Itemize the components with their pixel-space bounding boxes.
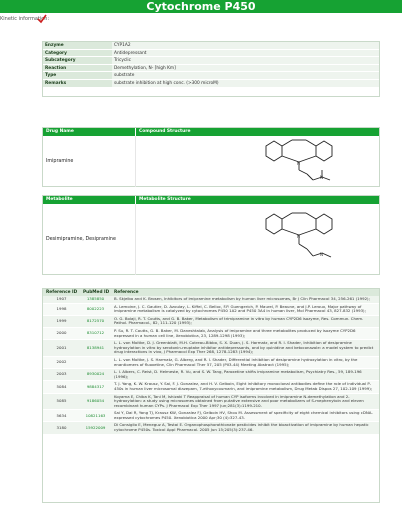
info-value: CYP1A2	[112, 42, 379, 49]
checkmark-icon	[37, 14, 47, 24]
pubmed-link[interactable]: 8138941	[86, 344, 105, 350]
pubmed-id-header: PubMed ID	[83, 290, 110, 295]
pubmed-link[interactable]: 15922009	[85, 424, 106, 430]
reference-row	[43, 381, 379, 393]
metabolite-name-header: Metabolite	[43, 196, 136, 204]
reference-text: T. J. Yang, K. W. Krausz, Y. Sai, F. J. Gonzalez, and H. V. Gelboin, Eight inhibitory monoclonal antibodies define the role of individual P-450s in human liver microsomal diazepam, 7-ethoxycoumarin, and imipramine metabolism, Drug Metab Dispos 27, 102-109 (1999);	[114, 381, 373, 391]
desipramine-structure	[254, 207, 344, 269]
info-value: Demethylation, N- [high Km]	[112, 65, 379, 72]
pubmed-link[interactable]: 8930024	[86, 371, 105, 377]
pubmed-link[interactable]: 8002223	[86, 305, 105, 311]
info-key: Remarks	[43, 80, 112, 87]
reference-row	[43, 316, 379, 328]
svg-text:N: N	[320, 175, 323, 180]
info-row	[43, 57, 379, 65]
reference-row	[43, 328, 379, 340]
metabolite-name: Desimipramine, Desipramine	[43, 204, 136, 275]
metabolite-structure-header: Metabolite Structure	[139, 197, 191, 202]
imipramine-structure	[254, 136, 344, 184]
pubmed-link[interactable]: 1385850	[86, 296, 105, 301]
reference-id-header: Reference ID	[46, 290, 78, 295]
info-row	[43, 42, 379, 50]
info-value: Antidepressant	[112, 50, 379, 57]
reference-id: 5084	[56, 383, 67, 389]
info-key: Type	[43, 72, 112, 79]
reference-id: 1907	[56, 296, 67, 301]
info-key: Enzyme	[43, 42, 112, 49]
reference-header: Reference	[114, 290, 139, 295]
pubmed-link[interactable]: 9884317	[86, 383, 105, 389]
reference-text: L. L. von Moltke, D. J. Greenblatt, M.H. Cotreau-Bibbo, S. X. Duan, J. S. Harmatz, and R. I. Shader, Inhibition of desipramine hydroxylation in vitro by serotonin-reuptake inhibitor antidepressants, and by quinidine and ketoconazole: a model system to predict drug interactions in vivo, J Pharmacol Exp Ther 268, 1278-1283 (1994);	[114, 340, 374, 355]
pubmed-link[interactable]: 8172570	[86, 318, 105, 324]
references-table	[42, 288, 380, 503]
reference-id: 2002	[56, 359, 67, 365]
reference-id: 3180	[56, 424, 67, 430]
page-title: Cytochrome P450	[0, 0, 402, 13]
compound-structure-image	[136, 136, 379, 187]
reference-text: A. Lemoine, J. C. Gautier, D. Azoulay, L. Kiffel, C. Belloc, F.P. Guengerich, P. Maurel, P. Beaune, and J.P. Leroux, Major pathway of imipramine metabolism is catalyzed by cytochromes P450 1A2 and P450 3A4 in human liver, Mol Pharmacol 43, 827-832 (1993);	[114, 303, 366, 314]
drug-name-header: Drug Name	[43, 128, 136, 136]
compound-structure-header: Compound Structure	[139, 129, 191, 134]
metabolite-header	[43, 196, 379, 204]
info-row	[43, 80, 379, 88]
reference-text: L. L. von Moltke, J. S. Harmatz, G. Alberg, and R. I. Shader, Differential inhibition of desipramine hydroxylation in vitro, by the enantiomers of fluoxetine, Clin Pharmacol Ther 57, 205 (PII3-44) Meeting Abstract (1995);	[114, 356, 358, 367]
pubmed-link[interactable]: 8310712	[86, 330, 105, 336]
info-key: Category	[43, 50, 112, 57]
reference-row	[43, 422, 379, 434]
info-value: Tricyclic	[112, 57, 379, 64]
drug-header	[43, 128, 379, 136]
reference-text: B. Skjelbo and K. Brosen, Inhibitors of imipramine metabolism by human liver microsomes, Br J Clin Pharmacol 34, 256-261 (1992);	[114, 296, 370, 301]
info-row	[43, 72, 379, 80]
svg-text:N: N	[297, 234, 300, 239]
reference-id: 2000	[56, 330, 67, 336]
reference-text: Koyama E, Chiba K, Tani M, Ishizaki T Reappraisal of human CYP isoforms involved in imipramine N-demethylation and 2-hydroxylation: a study using microsomes obtained from putative extensive and poor metabolizers of S-mephenytoin and eleven recombinant human CYPs. J Pharmacol Exp Ther 1997 Jun;281(3):1199-210.	[114, 393, 364, 408]
reference-row	[43, 369, 379, 381]
reference-id: 1998	[56, 305, 67, 311]
reference-row	[43, 304, 379, 316]
reference-row	[43, 410, 379, 422]
info-key: Reaction	[43, 65, 112, 72]
drug-section	[42, 127, 380, 187]
reference-id: 1999	[56, 318, 67, 324]
metabolite-section	[42, 195, 380, 275]
reference-text: L. I. Albers, C. Reist, D. Helmeste, R. Vu, and S. W. Tang, Paroxetine shifts imipramine metabolism, Psychiatry Res., 59, 189-196 (1996);	[114, 369, 362, 379]
reference-id: 5634	[56, 412, 67, 418]
enzyme-info-table	[42, 41, 380, 97]
svg-text:N: N	[320, 252, 323, 257]
reference-text: Sai Y, Dai R, Yang TJ, Krausz KW, Gonzalez FJ, Gelboin HV, Shou M. Assessment of specificity of eight chemical inhibitors using cDNA-expressed cytochromes P450. Xenobiotica 2000 Apr;30 (4):327-43.	[114, 410, 373, 420]
reference-text: P. Su, R. T. Coutts, G. B. Baker, M. Daneshtalab, Analysis of imipramine and three metabolites produced by isozyme CYP2D6 expressed in a human cell line, Xenobiotica, 23, 1289-1298 (1993);	[114, 327, 356, 338]
reference-row	[43, 357, 379, 369]
pubmed-link[interactable]: 10821163	[85, 412, 106, 418]
kinetic-label: Kinetic information:	[0, 16, 50, 22]
pubmed-link[interactable]: 9186054	[86, 398, 105, 404]
metabolite-row	[43, 204, 379, 275]
reference-id: 2001	[56, 344, 67, 350]
drug-name: Imipramine	[43, 136, 136, 187]
references-body	[43, 296, 379, 435]
drug-row	[43, 136, 379, 187]
reference-row	[43, 394, 379, 411]
info-row	[43, 65, 379, 73]
references-header	[43, 289, 379, 296]
reference-id: 2003	[56, 371, 67, 377]
info-value: substrate	[112, 72, 379, 79]
reference-text: Di Consiglio E, Meneguz A, Testai E. Organophosphorothionate pesticides inhibit the bioactivation of imipramine by human hepatic cytochrome P450s. Toxicol Appl Pharmacol. 2005 Jun 15;205(3):237-46.	[114, 422, 369, 433]
reference-row	[43, 340, 379, 357]
info-row	[43, 50, 379, 58]
kinetic-info	[0, 14, 49, 24]
svg-text:N: N	[297, 161, 300, 166]
reference-text: O. G. Bolaji, R. T. Coutts, and G. B. Baker, Metabolism of trimipramine in vitro by human CYP2D6 isozyme, Res. Commun. Chem. Pathol. Pharmacol., 82, 111-120 (1993);	[114, 315, 364, 326]
reference-id: 5085	[56, 398, 67, 404]
reference-row	[43, 296, 379, 304]
info-value: substrate inhibition at high conc. (>300 microM)	[112, 80, 379, 87]
pubmed-link[interactable]	[80, 357, 111, 368]
info-key: Subcategory	[43, 57, 112, 64]
metabolite-structure-image	[136, 204, 379, 275]
